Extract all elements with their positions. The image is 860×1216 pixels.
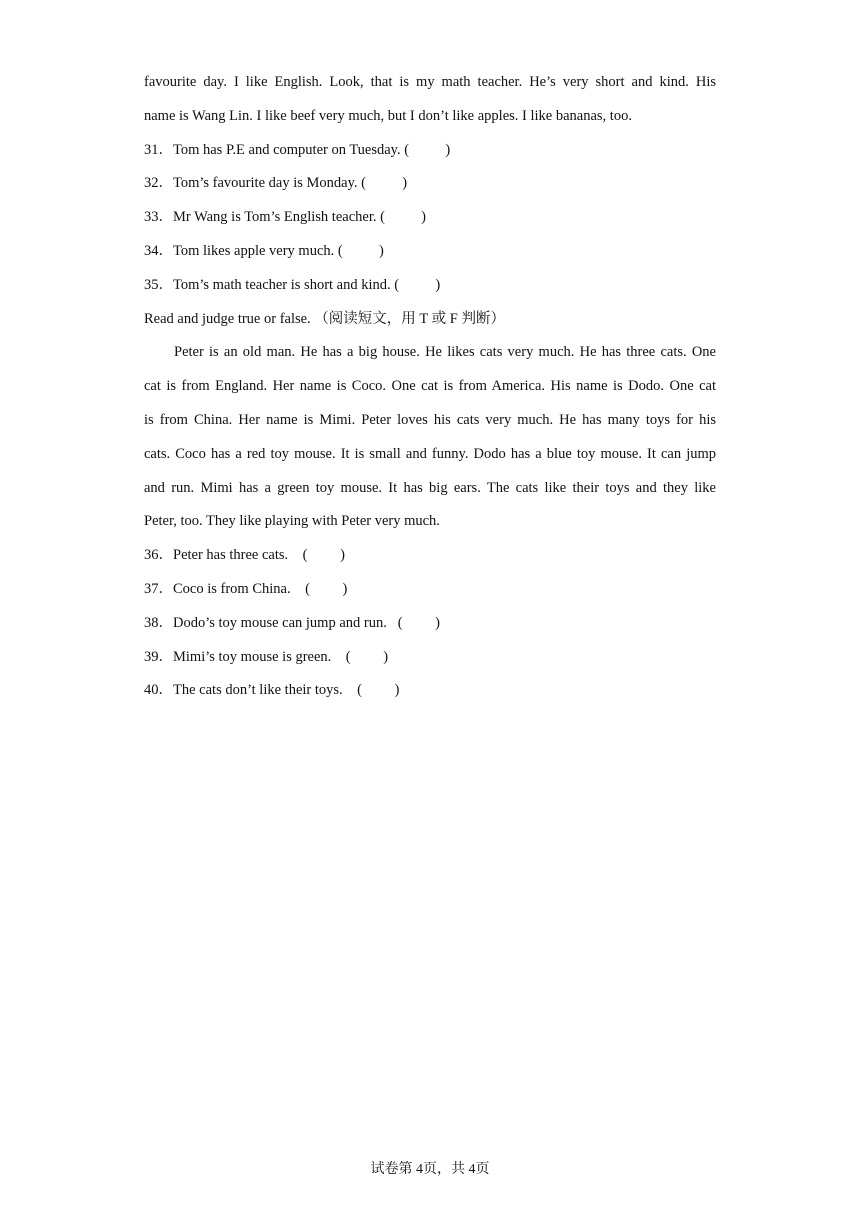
passage-line: and run. Mimi has a green toy mouse. It has big ears. The cats like their toys and they like [144,479,716,496]
passage-line: name is Wang Lin. I like beef very much, but I don’t like apples. I like bananas, too. [144,107,632,124]
passage-line: is from China. Her name is Mimi. Peter loves his cats very much. He has many toys for his [144,411,716,428]
question-34: 34．Tom likes apple very much. ( ) [144,242,384,259]
question-32: 32．Tom’s favourite day is Monday. ( ) [144,175,408,192]
question-40: 40．The cats don’t like their toys. ( ) [144,682,400,699]
passage-line: cat is from England. Her name is Coco. One cat is from America. His name is Dodo. One cat [144,378,716,395]
question-list-1 [144,134,716,303]
question-35: 35．Tom’s math teacher is short and kind. ( ) [144,276,441,293]
question-38: 38．Dodo’s toy mouse can jump and run. ( ) [144,614,441,631]
passage-line: Peter, too. They like playing with Peter very much. [144,513,440,530]
passage-line: favourite day. I like English. Look, that is my math teacher. He’s very short and kind. His [144,74,716,90]
question-33: 33．Mr Wang is Tom’s English teacher. ( ) [144,209,427,226]
exam-page [144,66,716,708]
passage-peter [144,336,716,539]
question-36: 36．Peter has three cats. ( ) [144,547,345,564]
page-footer: 试卷第 4页，共 4页 [370,1162,490,1177]
question-39: 39．Mimi’s toy mouse is green. ( ) [144,648,389,665]
passage-line: Peter is an old man. He has a big house. He likes cats very much. He has three cats. One [174,344,716,361]
question-list-2 [144,539,716,708]
passage-continued [144,66,716,134]
passage-line: cats. Coco has a red toy mouse. It is small and funny. Dodo has a blue toy mouse. It can jump [144,445,716,462]
section-instruction: Read and judge true or false. （阅读短文，用 T 或 F 判断） [144,310,505,327]
question-31: 31．Tom has P.E and computer on Tuesday. ( ) [144,141,451,158]
question-37: 37．Coco is from China. ( ) [144,580,348,597]
